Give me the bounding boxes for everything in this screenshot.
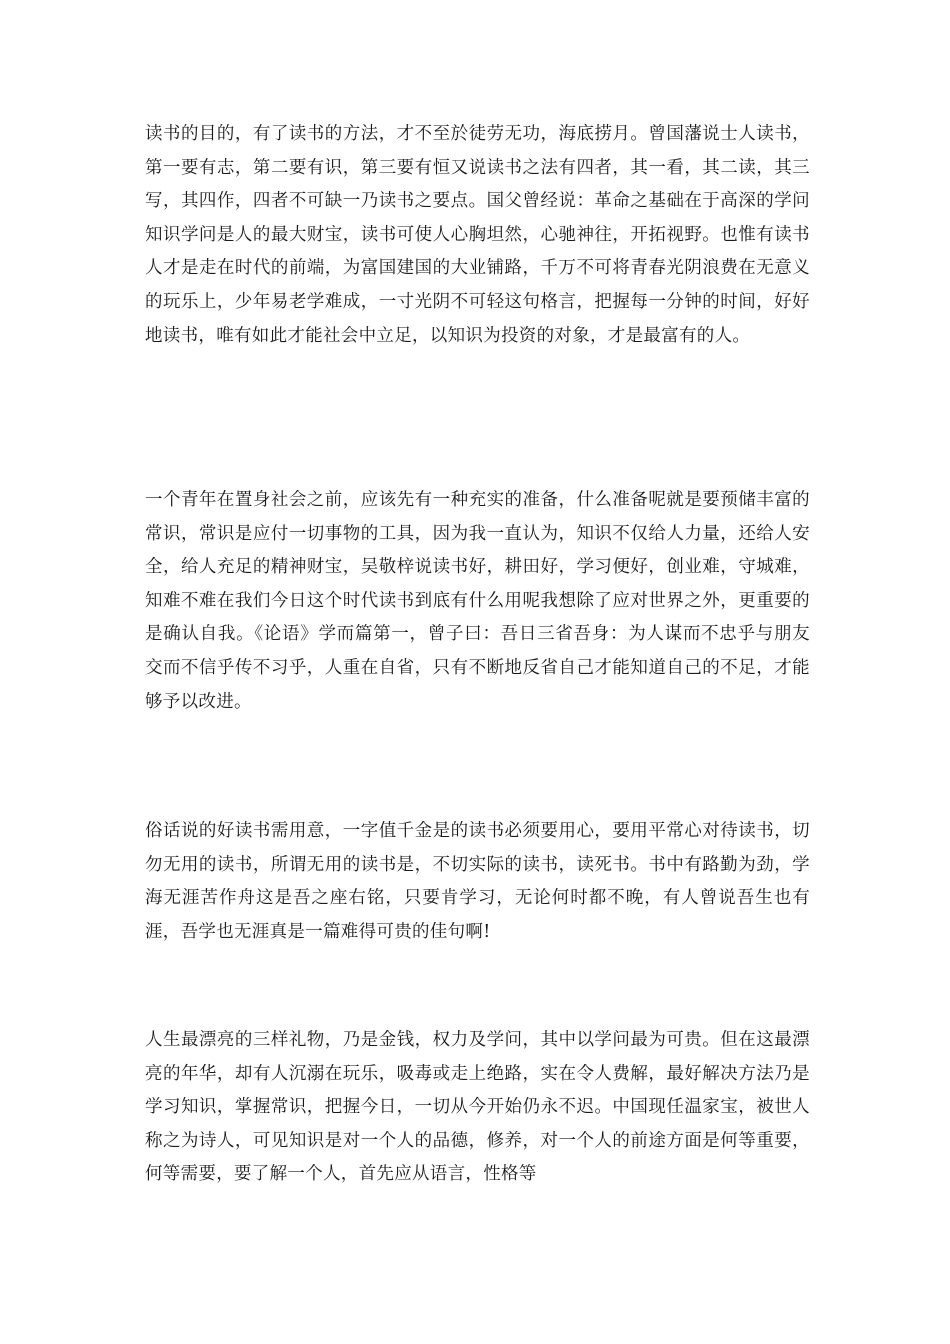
paragraph-4: 人生最漂亮的三样礼物，乃是金钱，权力及学问，其中以学问最为可贵。但在这最漂亮的年华，却有人沉溺在玩乐，吸毒或走上绝路，实在令人费解，最好解决方法乃是学习知识，掌握常识，把握今日，一切从今开始仍永不迟。中国现任温家宝，被世人称之为诗人，可见知识是对一个人的品德，修养，对一个人的前途方面是何等重要，何等需要，要了解一个人，首先应从语言，性格等: [145, 1030, 810, 1185]
paragraph-3: 俗话说的好读书需用意，一字值千金是的读书必须要用心，要用平常心对待读书，切勿无用的读书，所谓无用的读书是，不切实际的读书，读死书。书中有路勤为劲，学海无涯苦作舟这是吾之座右铭，只要肯学习，无论何时都不晚，有人曾说吾生也有涯，吾学也无涯真是一篇难得可贵的佳句啊!: [145, 821, 810, 942]
paragraph-1: 读书的目的，有了读书的方法，才不至於徒劳无功，海底捞月。曾国藩说士人读书，第一要有志，第二要有识，第三要有恒又说读书之法有四者，其一看，其二读，其三写，其四作，四者不可缺一乃读书之要点。国父曾经说：革命之基础在于高深的学问知识学问是人的最大财宝，读书可使人心胸坦然，心驰神往，开拓视野。也惟有读书人才是走在时代的前端，为富国建国的大业铺路，千万不可将青春光阴浪费在无意义的玩乐上，少年易老学难成，一寸光阴不可轻这句格言，把握每一分钟的时间，好好地读书，唯有如此才能社会中立足，以知识为投资的对象，才是最富有的人。: [145, 124, 810, 346]
paragraph-2: 一个青年在置身社会之前，应该先有一种充实的准备，什么准备呢就是要预储丰富的常识，常识是应付一切事物的工具，因为我一直认为，知识不仅给人力量，还给人安全，给人充足的精神财宝，吴敬梓说读书好，耕田好，学习便好，创业难，守城难，知难不难在我们今日这个时代读书到底有什么用呢我想除了应对世界之外，更重要的是确认自我。《论语》学而篇第一，曾子曰：吾日三省吾身：为人谋而不忠乎与朋友交而不信乎传不习乎，人重在自省，只有不断地反省自己才能知道自己的不足，才能够予以改进。: [145, 490, 810, 712]
